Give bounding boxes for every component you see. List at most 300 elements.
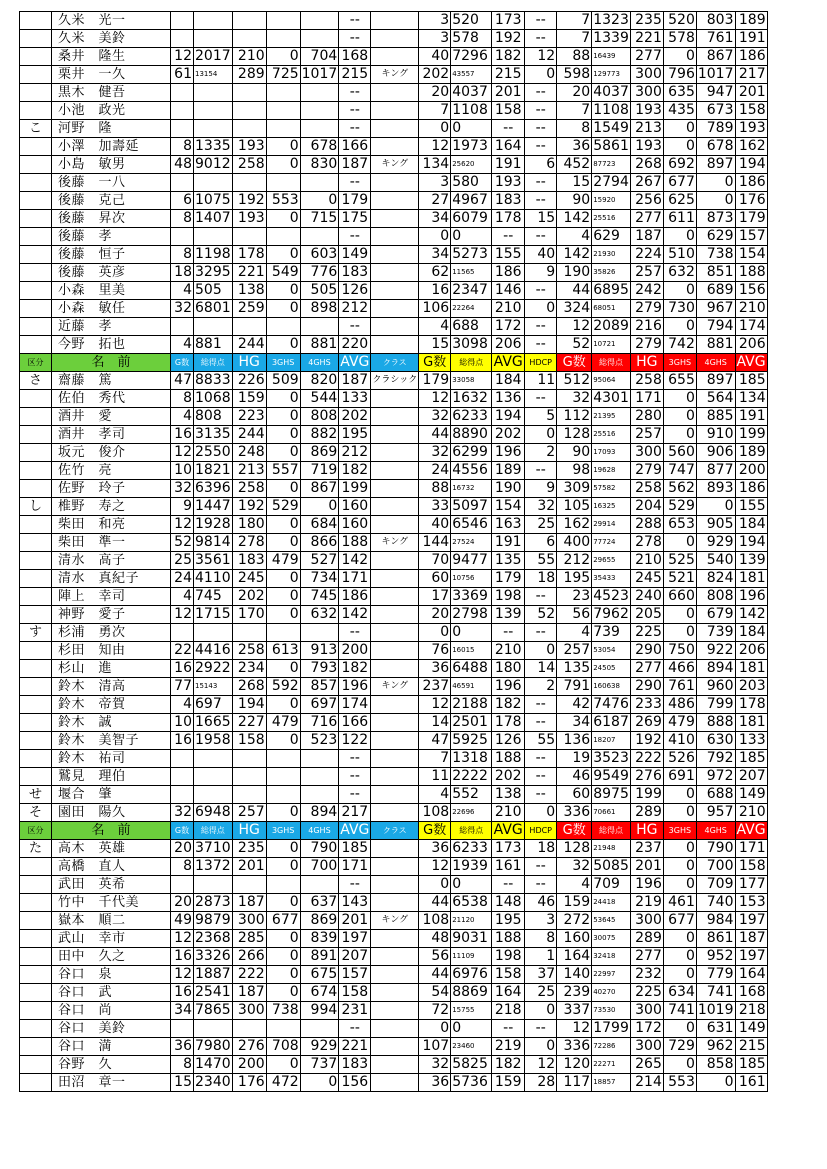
cell-3g-high-series: 0 bbox=[266, 696, 300, 714]
cell-games: 32 bbox=[419, 444, 451, 462]
cell-average: 181 bbox=[735, 714, 767, 732]
cell-high-game: 199 bbox=[630, 786, 663, 804]
cell-average: 174 bbox=[735, 318, 767, 336]
cell-high-game: 276 bbox=[232, 1038, 266, 1056]
cell-total-pins: 73530 bbox=[592, 1002, 631, 1020]
cell-class bbox=[371, 444, 419, 462]
cell-3g-high-series: 0 bbox=[266, 210, 300, 228]
cell-games: 0 bbox=[419, 228, 451, 246]
cell-section bbox=[20, 336, 52, 354]
cell-high-game: 258 bbox=[630, 372, 663, 390]
table-row bbox=[20, 876, 768, 894]
cell-average: 178 bbox=[492, 210, 525, 228]
cell-4g-high-series: 0 bbox=[300, 1074, 339, 1092]
cell-4g-high-series: 630 bbox=[696, 732, 735, 750]
cell-3g-high-series: 520 bbox=[663, 12, 696, 30]
cell-section: こ bbox=[20, 120, 52, 138]
cell-games: 452 bbox=[557, 156, 592, 174]
cell-average: 175 bbox=[339, 210, 371, 228]
cell-4g-high-series bbox=[300, 120, 339, 138]
cell-handicap: 0 bbox=[525, 426, 557, 444]
cell-4g-high-series: 820 bbox=[300, 372, 339, 390]
cell-average: 177 bbox=[735, 876, 767, 894]
cell-total-pins: 8975 bbox=[593, 786, 629, 802]
cell-section bbox=[20, 390, 52, 408]
cell-average: 185 bbox=[735, 750, 767, 768]
cell-class bbox=[371, 102, 419, 120]
cell-games: 128 bbox=[557, 426, 592, 444]
table-row bbox=[20, 1074, 768, 1092]
cell-average: 122 bbox=[339, 732, 371, 750]
cell-4g-high-series: 881 bbox=[696, 336, 735, 354]
cell-total-pins: 87723 bbox=[592, 156, 631, 174]
cell-handicap: 2 bbox=[525, 678, 557, 696]
cell-high-game: 277 bbox=[630, 210, 663, 228]
cell-games: 12 bbox=[419, 390, 451, 408]
cell-3g-high-series: 611 bbox=[663, 210, 696, 228]
cell-4g-high-series: 882 bbox=[300, 426, 339, 444]
cell-average: 203 bbox=[735, 678, 767, 696]
table-row bbox=[20, 930, 768, 948]
cell-average: 189 bbox=[735, 12, 767, 30]
cell-total-pins: 22696 bbox=[451, 804, 492, 822]
cell-total-pins: 6299 bbox=[451, 444, 492, 462]
cell-games bbox=[171, 786, 194, 804]
cell-3g-high-series: 529 bbox=[266, 498, 300, 516]
cell-high-game: 193 bbox=[232, 138, 266, 156]
cell-4g-high-series: 737 bbox=[300, 1056, 339, 1074]
cell-high-game bbox=[232, 84, 266, 102]
cell-section bbox=[20, 606, 52, 624]
cell-average: 183 bbox=[492, 192, 525, 210]
cell-games bbox=[171, 228, 194, 246]
cell-high-game: 172 bbox=[630, 1020, 663, 1038]
cell-3g-high-series bbox=[266, 876, 300, 894]
cell-average: 210 bbox=[492, 804, 525, 822]
cell-average: 156 bbox=[339, 1074, 371, 1092]
cell-handicap: -- bbox=[525, 84, 557, 102]
cell-name: 谷口 武 bbox=[52, 984, 171, 1002]
cell-average: 168 bbox=[339, 48, 371, 66]
cell-name: 鈴木 帝賀 bbox=[52, 696, 171, 714]
cell-total-pins: 2541 bbox=[195, 984, 231, 1000]
cell-4g-high-series: 894 bbox=[696, 660, 735, 678]
cell-games: 12 bbox=[171, 48, 194, 66]
cell-high-game: 159 bbox=[232, 390, 266, 408]
cell-4g-high-series: 734 bbox=[300, 570, 339, 588]
cell-4g-high-series: 851 bbox=[696, 264, 735, 282]
cell-high-game: 222 bbox=[630, 750, 663, 768]
cell-high-game: 300 bbox=[630, 912, 663, 930]
cell-games: 12 bbox=[419, 696, 451, 714]
cell-4g-high-series: 0 bbox=[696, 174, 735, 192]
cell-average: 164 bbox=[735, 966, 767, 984]
cell-games: 34 bbox=[557, 714, 592, 732]
cell-class bbox=[371, 894, 419, 912]
cell-total-pins: 2017 bbox=[195, 48, 231, 64]
table-row bbox=[20, 192, 768, 210]
cell-games bbox=[171, 30, 194, 48]
cell-class bbox=[371, 552, 419, 570]
cell-average: 189 bbox=[735, 444, 767, 462]
cell-games: 46 bbox=[557, 768, 592, 786]
table-row bbox=[20, 912, 768, 930]
cell-games: 4 bbox=[557, 876, 592, 894]
cell-name: 後藤 孝 bbox=[52, 228, 171, 246]
cell-games: 120 bbox=[557, 1056, 592, 1074]
cell-average: 148 bbox=[492, 894, 525, 912]
cell-total-pins: 15755 bbox=[451, 1002, 492, 1020]
cell-4g-high-series: 929 bbox=[300, 1038, 339, 1056]
cell-games: 0 bbox=[419, 120, 451, 138]
cell-total-pins: 5825 bbox=[451, 1056, 492, 1074]
cell-average: 133 bbox=[339, 390, 371, 408]
cell-total-pins: 15920 bbox=[592, 192, 631, 210]
cell-4g-high-series bbox=[300, 876, 339, 894]
cell-total-pins bbox=[194, 228, 233, 246]
cell-average: 126 bbox=[339, 282, 371, 300]
cell-total-pins: 0 bbox=[451, 624, 492, 642]
cell-average: 215 bbox=[492, 66, 525, 84]
cell-average: 188 bbox=[735, 264, 767, 282]
cell-total-pins: 2798 bbox=[451, 606, 492, 624]
cell-total-pins: 11109 bbox=[451, 948, 492, 966]
cell-name: 佐伯 秀代 bbox=[52, 390, 171, 408]
table-row bbox=[20, 282, 768, 300]
cell-high-game: 235 bbox=[630, 12, 663, 30]
cell-games bbox=[171, 12, 194, 30]
cell-games bbox=[171, 768, 194, 786]
cell-4g-high-series: 678 bbox=[300, 138, 339, 156]
cell-total-pins: 4037 bbox=[451, 84, 492, 102]
cell-4g-high-series: 738 bbox=[696, 246, 735, 264]
cell-section bbox=[20, 660, 52, 678]
cell-4g-high-series: 947 bbox=[696, 84, 735, 102]
cell-3g-high-series bbox=[266, 768, 300, 786]
cell-games: 9 bbox=[171, 498, 194, 516]
cell-games bbox=[171, 750, 194, 768]
cell-4g-high-series: 957 bbox=[696, 804, 735, 822]
cell-average: 139 bbox=[735, 552, 767, 570]
cell-games: 598 bbox=[557, 66, 592, 84]
cell-section bbox=[20, 930, 52, 948]
cell-total-pins: 33058 bbox=[451, 372, 492, 390]
cell-average: 210 bbox=[735, 804, 767, 822]
table-row bbox=[20, 570, 768, 588]
cell-high-game: 225 bbox=[630, 624, 663, 642]
cell-4g-high-series: 674 bbox=[300, 984, 339, 1002]
cell-total-pins: 95064 bbox=[592, 372, 631, 390]
cell-games: 32 bbox=[419, 1056, 451, 1074]
cell-class bbox=[371, 624, 419, 642]
cell-handicap: 9 bbox=[525, 264, 557, 282]
header-cell-games: G数 bbox=[419, 354, 451, 372]
cell-handicap: -- bbox=[525, 102, 557, 120]
cell-section bbox=[20, 12, 52, 30]
cell-total-pins: 2368 bbox=[195, 930, 231, 946]
cell-average: 210 bbox=[735, 300, 767, 318]
cell-section bbox=[20, 714, 52, 732]
cell-3g-high-series bbox=[266, 228, 300, 246]
cell-average: 199 bbox=[339, 480, 371, 498]
cell-total-pins: 17093 bbox=[592, 444, 631, 462]
cell-games: 16 bbox=[171, 984, 194, 1002]
cell-name: 後藤 英彦 bbox=[52, 264, 171, 282]
cell-total-pins: 6948 bbox=[195, 804, 231, 820]
cell-average: -- bbox=[339, 120, 371, 138]
header-cell-section: 区分 bbox=[20, 354, 52, 372]
header-row bbox=[20, 822, 768, 840]
cell-average: 207 bbox=[735, 768, 767, 786]
cell-games: 44 bbox=[419, 894, 451, 912]
cell-total-pins: 25620 bbox=[451, 156, 492, 174]
cell-name: 谷口 満 bbox=[52, 1038, 171, 1056]
cell-games: 52 bbox=[557, 336, 592, 354]
cell-3g-high-series: 0 bbox=[266, 660, 300, 678]
table-row bbox=[20, 156, 768, 174]
cell-games: 36 bbox=[419, 840, 451, 858]
cell-high-game: 216 bbox=[630, 318, 663, 336]
cell-games: 32 bbox=[171, 300, 194, 318]
cell-3g-high-series: 0 bbox=[266, 606, 300, 624]
cell-handicap: -- bbox=[525, 696, 557, 714]
cell-high-game: 233 bbox=[630, 696, 663, 714]
header-cell-high-game: HG bbox=[232, 354, 266, 372]
cell-average: 157 bbox=[735, 228, 767, 246]
cell-3g-high-series: 677 bbox=[266, 912, 300, 930]
cell-average: -- bbox=[492, 876, 525, 894]
table-row bbox=[20, 1020, 768, 1038]
cell-3g-high-series: 0 bbox=[266, 534, 300, 552]
table-row bbox=[20, 300, 768, 318]
cell-total-pins: 1973 bbox=[451, 138, 492, 156]
cell-high-game bbox=[232, 30, 266, 48]
cell-section bbox=[20, 1038, 52, 1056]
table-row bbox=[20, 174, 768, 192]
cell-total-pins: 580 bbox=[451, 174, 492, 192]
cell-total-pins: 6396 bbox=[195, 480, 231, 496]
cell-handicap: -- bbox=[525, 30, 557, 48]
table-row bbox=[20, 462, 768, 480]
cell-high-game: 257 bbox=[232, 804, 266, 822]
cell-3g-high-series: 529 bbox=[663, 498, 696, 516]
cell-high-game bbox=[232, 174, 266, 192]
header-cell-total-pins: 総得点 bbox=[194, 822, 233, 840]
cell-average: 157 bbox=[339, 966, 371, 984]
cell-4g-high-series bbox=[300, 750, 339, 768]
cell-class bbox=[371, 282, 419, 300]
cell-high-game: 219 bbox=[630, 894, 663, 912]
cell-name: 後藤 恒子 bbox=[52, 246, 171, 264]
cell-3g-high-series: 761 bbox=[663, 678, 696, 696]
cell-games: 36 bbox=[557, 138, 592, 156]
cell-total-pins: 68051 bbox=[592, 300, 631, 318]
cell-games: 61 bbox=[171, 66, 194, 84]
cell-name: 小澤 加壽延 bbox=[52, 138, 171, 156]
cell-average: 138 bbox=[492, 786, 525, 804]
cell-total-pins: 3369 bbox=[451, 588, 492, 606]
cell-3g-high-series: 0 bbox=[266, 804, 300, 822]
cell-4g-high-series: 761 bbox=[696, 30, 735, 48]
cell-4g-high-series: 544 bbox=[300, 390, 339, 408]
header-cell-games: G数 bbox=[557, 354, 592, 372]
table-row bbox=[20, 894, 768, 912]
cell-section bbox=[20, 156, 52, 174]
cell-total-pins: 7865 bbox=[195, 1002, 231, 1018]
cell-4g-high-series: 679 bbox=[696, 606, 735, 624]
cell-class bbox=[371, 318, 419, 336]
cell-3g-high-series: 479 bbox=[663, 714, 696, 732]
header-row bbox=[20, 354, 768, 372]
cell-total-pins: 1821 bbox=[195, 462, 231, 478]
cell-3g-high-series: 0 bbox=[266, 282, 300, 300]
cell-games: 20 bbox=[557, 84, 592, 102]
cell-high-game: 280 bbox=[630, 408, 663, 426]
cell-class bbox=[371, 516, 419, 534]
cell-average: 182 bbox=[492, 48, 525, 66]
cell-class bbox=[371, 840, 419, 858]
cell-name: 鈴木 誠 bbox=[52, 714, 171, 732]
cell-class bbox=[371, 462, 419, 480]
cell-games: 8 bbox=[171, 138, 194, 156]
cell-name: 鈴木 美智子 bbox=[52, 732, 171, 750]
cell-total-pins: 6079 bbox=[451, 210, 492, 228]
cell-average: 202 bbox=[339, 408, 371, 426]
cell-high-game: 300 bbox=[232, 912, 266, 930]
cell-games: 0 bbox=[419, 624, 451, 642]
cell-4g-high-series: 1019 bbox=[697, 1002, 734, 1018]
cell-section bbox=[20, 66, 52, 84]
cell-average: -- bbox=[492, 1020, 525, 1038]
cell-total-pins: 3295 bbox=[195, 264, 231, 280]
cell-4g-high-series bbox=[300, 228, 339, 246]
cell-games: 36 bbox=[419, 660, 451, 678]
cell-total-pins: 1665 bbox=[195, 714, 231, 730]
cell-4g-high-series: 684 bbox=[300, 516, 339, 534]
cell-3g-high-series: 677 bbox=[663, 912, 696, 930]
cell-3g-high-series: 0 bbox=[663, 966, 696, 984]
cell-high-game: 290 bbox=[630, 678, 663, 696]
cell-games bbox=[171, 120, 194, 138]
cell-games: 19 bbox=[557, 750, 592, 768]
cell-high-game bbox=[232, 318, 266, 336]
cell-total-pins: 1958 bbox=[195, 732, 231, 748]
cell-games: 105 bbox=[557, 498, 592, 516]
cell-high-game: 258 bbox=[232, 642, 266, 660]
cell-total-pins: 46591 bbox=[451, 678, 492, 696]
cell-games: 4 bbox=[557, 228, 592, 246]
cell-average: 201 bbox=[339, 912, 371, 930]
cell-class bbox=[371, 804, 419, 822]
cell-class bbox=[371, 948, 419, 966]
cell-games bbox=[171, 84, 194, 102]
cell-3g-high-series: 0 bbox=[663, 426, 696, 444]
cell-4g-high-series: 898 bbox=[300, 300, 339, 318]
cell-handicap: 28 bbox=[525, 1074, 557, 1092]
cell-handicap: -- bbox=[525, 858, 557, 876]
cell-handicap: 9 bbox=[525, 480, 557, 498]
cell-average: 173 bbox=[492, 12, 525, 30]
cell-games: 7 bbox=[557, 102, 592, 120]
cell-average: 185 bbox=[735, 372, 767, 390]
cell-total-pins: 4967 bbox=[451, 192, 492, 210]
cell-average: 181 bbox=[735, 570, 767, 588]
cell-high-game: 205 bbox=[630, 606, 663, 624]
cell-4g-high-series: 891 bbox=[300, 948, 339, 966]
cell-class bbox=[371, 84, 419, 102]
cell-average: 196 bbox=[492, 444, 525, 462]
cell-class bbox=[371, 696, 419, 714]
cell-games: 8 bbox=[171, 390, 194, 408]
cell-class bbox=[371, 966, 419, 984]
cell-games: 22 bbox=[171, 642, 194, 660]
cell-4g-high-series: 905 bbox=[696, 516, 735, 534]
cell-total-pins: 0 bbox=[451, 876, 492, 894]
cell-3g-high-series bbox=[266, 30, 300, 48]
header-cell-games: G数 bbox=[171, 354, 194, 372]
cell-section: さ bbox=[20, 372, 52, 390]
header-cell-3g-high-series: 3GHS bbox=[266, 354, 300, 372]
cell-name: 佐竹 亮 bbox=[52, 462, 171, 480]
cell-name: 杉山 進 bbox=[52, 660, 171, 678]
table-row bbox=[20, 228, 768, 246]
cell-3g-high-series: 0 bbox=[266, 426, 300, 444]
cell-4g-high-series: 960 bbox=[696, 678, 735, 696]
cell-3g-high-series: 0 bbox=[663, 840, 696, 858]
cell-handicap: 0 bbox=[525, 1002, 557, 1020]
cell-games: 106 bbox=[419, 300, 451, 318]
cell-average: 199 bbox=[735, 426, 767, 444]
cell-average: 149 bbox=[735, 786, 767, 804]
table-row bbox=[20, 264, 768, 282]
cell-handicap: -- bbox=[525, 624, 557, 642]
cell-games: 44 bbox=[419, 426, 451, 444]
cell-class bbox=[371, 642, 419, 660]
cell-average: 220 bbox=[339, 336, 371, 354]
cell-average: 191 bbox=[492, 156, 525, 174]
cell-high-game: 277 bbox=[630, 48, 663, 66]
cell-total-pins: 21120 bbox=[451, 912, 492, 930]
cell-class bbox=[371, 48, 419, 66]
cell-handicap: -- bbox=[525, 318, 557, 336]
cell-name: 坂元 俊介 bbox=[52, 444, 171, 462]
cell-games bbox=[171, 1020, 194, 1038]
cell-3g-high-series bbox=[266, 750, 300, 768]
cell-3g-high-series: 0 bbox=[266, 984, 300, 1002]
cell-section bbox=[20, 534, 52, 552]
header-cell-average: AVG bbox=[340, 354, 370, 370]
cell-section bbox=[20, 228, 52, 246]
cell-name: 谷口 美鈴 bbox=[52, 1020, 171, 1038]
header-cell-games: G数 bbox=[557, 822, 592, 840]
cell-average: -- bbox=[339, 174, 371, 192]
cell-total-pins: 1632 bbox=[451, 390, 492, 408]
cell-3g-high-series: 0 bbox=[266, 948, 300, 966]
cell-games: 144 bbox=[419, 534, 451, 552]
cell-average: -- bbox=[492, 624, 525, 642]
cell-average: 159 bbox=[492, 1074, 525, 1092]
cell-3g-high-series bbox=[266, 84, 300, 102]
cell-class bbox=[371, 498, 419, 516]
cell-3g-high-series: 634 bbox=[663, 984, 696, 1002]
cell-total-pins: 1407 bbox=[195, 210, 231, 226]
cell-total-pins: 13154 bbox=[194, 66, 233, 84]
cell-games: 16 bbox=[171, 660, 194, 678]
cell-handicap: 3 bbox=[525, 912, 557, 930]
cell-high-game bbox=[232, 1020, 266, 1038]
cell-4g-high-series bbox=[300, 318, 339, 336]
cell-games: 42 bbox=[557, 696, 592, 714]
